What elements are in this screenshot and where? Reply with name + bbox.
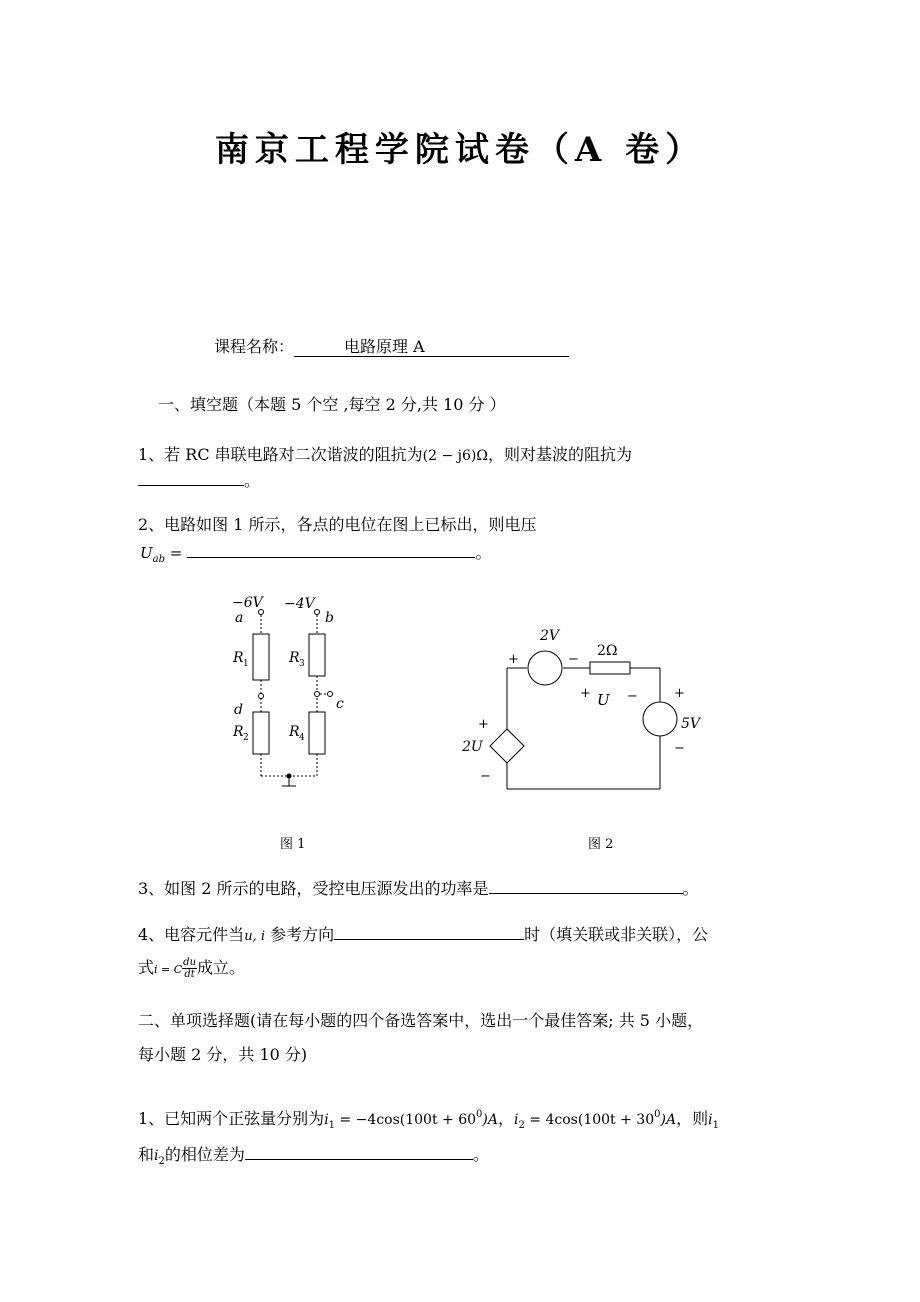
s1-q2-eq: =: [165, 544, 183, 562]
s1-q4-frac-den: dt: [184, 969, 195, 980]
s1-q1-end: 。: [244, 471, 261, 490]
s2-q1-i2-sup: 0: [654, 1109, 661, 1120]
fig2-minus-2: −: [627, 689, 638, 704]
section2-heading-line1: 二、单项选择题(请在每小题的四个备选答案中，选出一个最佳答案; 共 5 小题，: [138, 1011, 704, 1030]
fig2-2v-label: 2V: [540, 628, 560, 644]
s1-q3-blank: [489, 877, 683, 894]
s1-q4: [138, 922, 708, 945]
s2-q1-i2-sub: 2: [518, 1120, 525, 1131]
s1-q4-line2: [138, 955, 245, 980]
fig1-r4-label: R: [289, 724, 300, 740]
fig1-d-label: d: [234, 702, 243, 718]
s2-q1-i1-expr: = −4cos(100t + 60: [335, 1112, 477, 1128]
section2-heading-line2: 每小题 2 分，共 10 分): [138, 1045, 308, 1064]
s1-q1-prefix: 1、若 RC 串联电路对二次谐波的阻抗为: [138, 445, 423, 464]
s1-q2-var-sub: ab: [152, 554, 166, 565]
s2-q1-i1b: i: [708, 1112, 713, 1128]
s1-q4-blank: [334, 923, 524, 940]
s1-q1: [138, 442, 632, 465]
s1-q3-text: 3、如图 2 所示的电路，受控电压源发出的功率是: [138, 879, 489, 898]
s2-q1-blank: [245, 1143, 473, 1160]
figure1-caption: 图 1: [280, 837, 306, 852]
s2-q1-prefix: 1、已知两个正弦量分别为: [138, 1109, 325, 1128]
s2-q1-sep: ，: [497, 1109, 514, 1128]
fig2-2ohm-label: 2Ω: [597, 643, 618, 659]
s2-q1-then: ，则: [676, 1109, 709, 1128]
fig1-r2-sub: 2: [243, 733, 249, 743]
s2-q1-end: 。: [472, 1145, 489, 1164]
fig1-r1-sub: 1: [243, 659, 249, 669]
s1-q3-end: 。: [682, 879, 699, 898]
s1-q4-vars: u, i: [244, 929, 265, 944]
fig2-plus-3: +: [674, 686, 685, 701]
fig2-5v-label: 5V: [681, 716, 701, 732]
s1-q2: 2、电路如图 1 所示，各点的电位在图上已标出，则电压: [138, 515, 537, 534]
fig2-minus-4: −: [480, 769, 491, 784]
s1-q4-line2-prefix: 式: [138, 958, 155, 977]
s2-q1-i2: i: [514, 1112, 519, 1128]
figure2-circuit: [460, 622, 710, 800]
s2-q1-line2-prefix: 和: [138, 1145, 155, 1164]
s1-q4-mid: 参考方向: [264, 925, 335, 944]
s1-q2-line2: [140, 540, 491, 565]
s2-q1-i2-expr: = 4cos(100t + 30: [524, 1112, 655, 1128]
fig2-2u-label: 2U: [462, 739, 483, 755]
fig1-r1-label: R: [233, 650, 244, 666]
fig2-plus-2: +: [580, 686, 591, 701]
s2-q1-i1: i: [324, 1112, 329, 1128]
fig2-plus-4: +: [478, 717, 489, 732]
fig1-va-label: −6V: [232, 595, 263, 611]
course-label: 课程名称：: [214, 337, 295, 356]
s1-q4-suffix: 时（填关联或非关联），公: [524, 925, 709, 944]
s2-q1-i1-sub: 1: [328, 1120, 336, 1131]
s2-q1-line2-suffix: 的相位差为: [164, 1145, 245, 1164]
fig1-r4-sub: 4: [299, 733, 305, 743]
figure1-circuit: [222, 588, 362, 798]
s2-q1-i2b: i: [154, 1148, 159, 1164]
fig2-minus-3: −: [674, 741, 685, 756]
page-title: 南京工程学院试卷（A 卷）: [214, 130, 706, 170]
s1-q3: [138, 876, 699, 899]
s1-q2-end: 。: [475, 543, 492, 562]
s1-q1-blank: [138, 469, 244, 486]
fig2-plus-1: +: [508, 652, 519, 667]
s1-q4-prefix: 4、电容元件当: [138, 925, 245, 944]
s2-q1: [138, 1106, 719, 1131]
fig1-r2-label: R: [233, 724, 244, 740]
section1-heading: 一、填空题（本题 5 个空 ,每空 2 分,共 10 分 ）: [158, 395, 506, 414]
s2-q1-line2: [138, 1142, 489, 1167]
s1-q1-suffix: ，则对基波的阻抗为: [487, 445, 632, 464]
fig1-vb-label: −4V: [284, 596, 315, 612]
fig1-b-label: b: [325, 610, 334, 626]
s1-q2-var: U: [140, 544, 153, 562]
fig2-u-label: U: [597, 691, 610, 709]
s1-q4-frac-num: du: [183, 957, 197, 968]
s2-q1-i1b-sub: 1: [712, 1120, 719, 1131]
s2-q1-i2-end: )A: [660, 1112, 677, 1128]
s1-q4-fraction: [182, 957, 197, 980]
course-name-text: 电路原理 A: [344, 337, 425, 356]
fig1-r3-sub: 3: [299, 659, 305, 669]
s1-q1-line2: [138, 468, 260, 491]
s1-q1-math: (2 − j6)Ω: [422, 448, 488, 464]
fig1-a-label: a: [235, 610, 244, 626]
course-name: [294, 338, 569, 357]
fig2-minus-1: −: [568, 652, 579, 667]
s2-q1-i1-end: )A: [482, 1112, 498, 1128]
fig1-c-label: c: [336, 696, 344, 712]
s2-q1-i1-sup: 0: [476, 1109, 483, 1120]
s1-q4-formula-lhs: i = C: [154, 963, 183, 976]
figure2-caption: 图 2: [588, 837, 614, 852]
s1-q4-line2-suffix: 成立。: [197, 958, 246, 977]
course-line: [214, 334, 569, 357]
s1-q2-blank: [187, 541, 475, 558]
fig1-r3-label: R: [289, 650, 300, 666]
s2-q1-i2b-sub: 2: [158, 1156, 165, 1167]
